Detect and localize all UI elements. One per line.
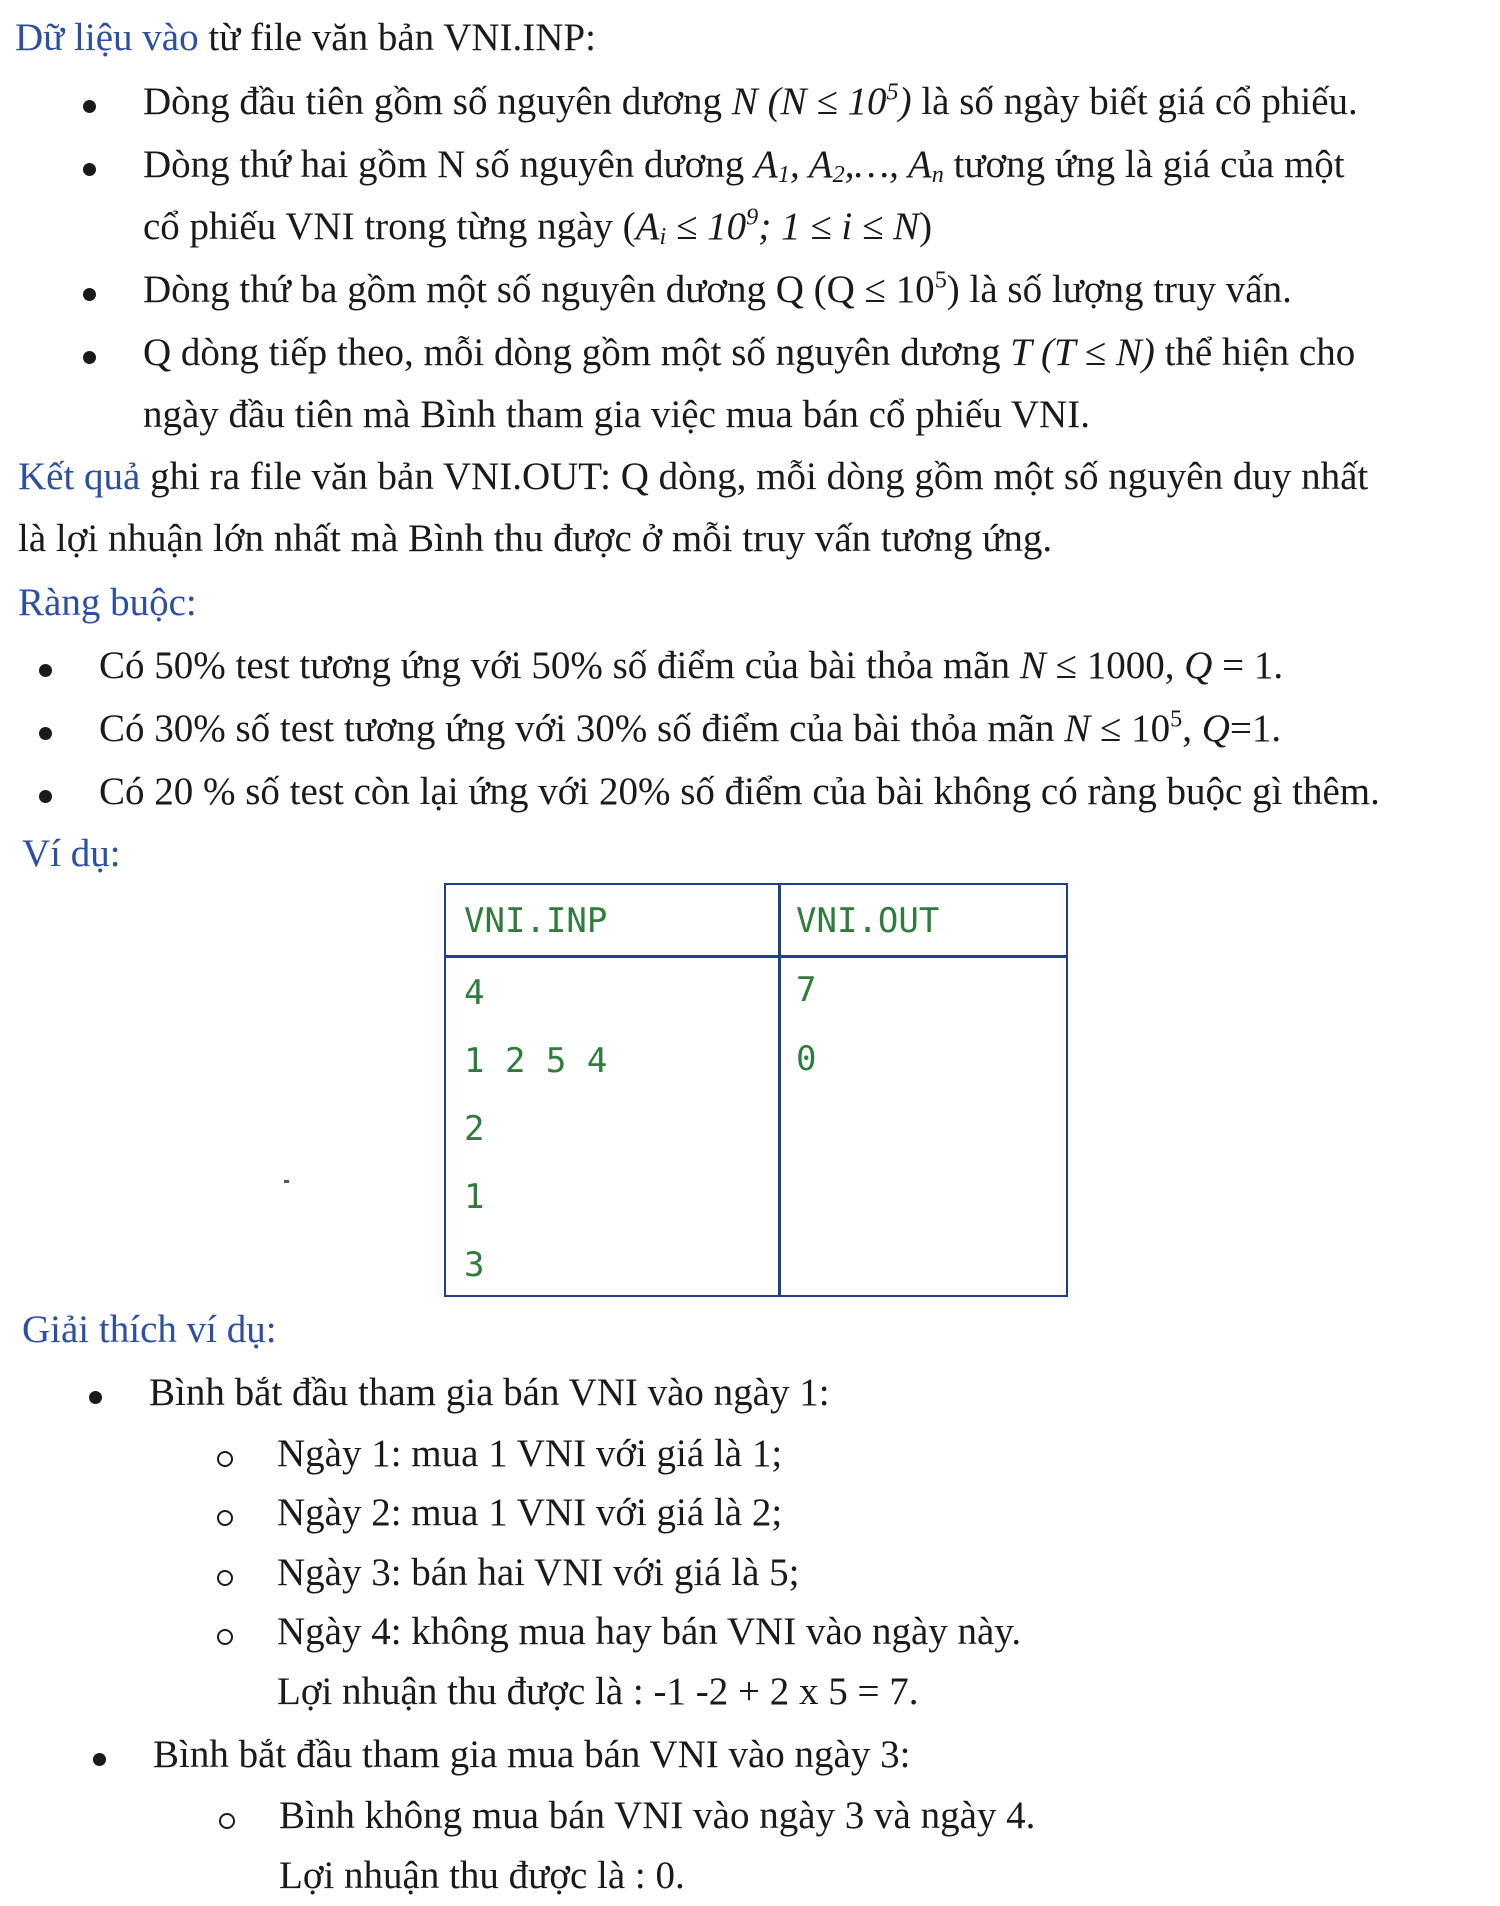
- circle-bullet: [217, 1629, 233, 1645]
- math-exponent: 5: [934, 266, 947, 294]
- input-bullet-4: [143, 329, 1355, 377]
- text: Q dòng tiếp theo, mỗi dòng gồm một số nguyên dương: [143, 331, 1011, 374]
- math-subscript: 1: [777, 160, 790, 188]
- table-output-line: 0: [796, 1039, 817, 1079]
- math-subscript: n: [931, 160, 944, 188]
- explanation-heading: Giải thích ví dụ:: [22, 1308, 277, 1351]
- input-section-heading-line: [15, 14, 596, 62]
- table-output-line: 7: [796, 970, 817, 1010]
- example-heading: Ví dụ:: [22, 832, 121, 875]
- input-bullet-3: [143, 266, 1292, 314]
- table-column-divider: [778, 885, 781, 1295]
- text: ): [919, 205, 933, 248]
- table-input-line: 3: [464, 1245, 485, 1285]
- math-exponent: 5: [1170, 705, 1183, 733]
- bullet-dot: [89, 1391, 102, 1404]
- output-section-heading: Kết quả: [18, 455, 141, 498]
- text: ≤ 1000,: [1045, 644, 1185, 687]
- bullet-dot: [39, 664, 52, 677]
- math-var: ,…, A: [844, 143, 932, 186]
- bullet-dot: [93, 1753, 106, 1766]
- bullet-dot: [83, 100, 96, 113]
- text: ,: [1182, 707, 1202, 750]
- math-var: A: [754, 143, 778, 186]
- math-expr: ; 1 ≤ i ≤ N: [758, 205, 920, 248]
- math-expr: ): [898, 80, 912, 123]
- constraint-2: [99, 705, 1281, 753]
- circle-bullet: [217, 1570, 233, 1586]
- text: =1.: [1229, 707, 1282, 750]
- case-2-profit: Lợi nhuận thu được là : 0.: [279, 1854, 685, 1897]
- text: cổ phiếu VNI trong từng ngày (: [143, 205, 636, 248]
- input-section-heading: Dữ liệu vào: [15, 16, 199, 59]
- constraints-heading: Ràng buộc:: [18, 581, 197, 624]
- math-var: Q: [1184, 644, 1213, 687]
- circle-bullet: [217, 1451, 233, 1467]
- table-header-input: VNI.INP: [464, 901, 608, 941]
- math-subscript: i: [659, 222, 667, 250]
- case-2-step: Bình không mua bán VNI vào ngày 3 và ngày 4.: [279, 1794, 1036, 1837]
- text: ≤ 10: [1090, 707, 1171, 750]
- text: Dòng thứ hai gồm N số nguyên dương: [143, 143, 755, 186]
- text: ) là số lượng truy vấn.: [946, 268, 1292, 311]
- bullet-dot: [83, 163, 96, 176]
- text: Có 50% test tương ứng với 50% số điểm của bài thỏa mãn: [99, 644, 1020, 687]
- case-1-title: Bình bắt đầu tham gia bán VNI vào ngày 1:: [149, 1371, 830, 1414]
- math-subscript: 2: [832, 160, 845, 188]
- text: thể hiện cho: [1154, 331, 1356, 374]
- output-section-line-2: là lợi nhuận lớn nhất mà Bình thu được ở mỗi truy vấn tương ứng.: [18, 517, 1053, 560]
- bullet-dot: [83, 288, 96, 301]
- example-table: [444, 883, 1068, 1297]
- table-input-line: 2: [464, 1109, 485, 1149]
- input-bullet-1: [143, 78, 1358, 126]
- math-expr: (N ≤ 10: [757, 80, 887, 123]
- text: là số ngày biết giá cổ phiếu.: [911, 80, 1358, 123]
- text: ghi ra file văn bản VNI.OUT: Q dòng, mỗi dòng gồm một số nguyên duy nhất: [140, 455, 1369, 498]
- math-expr: T (T ≤ N): [1010, 331, 1155, 374]
- output-section-line-1: [18, 453, 1368, 501]
- table-input-line: 4: [464, 973, 485, 1013]
- text: Dòng đầu tiên gồm số nguyên dương: [143, 80, 732, 123]
- text: = 1.: [1212, 644, 1284, 687]
- case-1-step: Ngày 1: mua 1 VNI với giá là 1;: [277, 1432, 783, 1475]
- math-exponent: 9: [746, 203, 759, 231]
- case-2-title: Bình bắt đầu tham gia mua bán VNI vào ngày 3:: [153, 1733, 911, 1776]
- input-bullet-2-line-2: [143, 203, 932, 251]
- table-header-output: VNI.OUT: [796, 901, 940, 941]
- bullet-dot: [83, 351, 96, 364]
- math-var: N: [1019, 644, 1046, 687]
- math-var: N: [731, 80, 758, 123]
- math-exponent: 5: [886, 78, 899, 106]
- math-var: N: [1064, 707, 1091, 750]
- constraint-1: [99, 642, 1283, 690]
- math-var: , A: [789, 143, 833, 186]
- input-section-heading-rest: từ file văn bản VNI.INP:: [198, 16, 596, 59]
- constraint-3: Có 20 % số test còn lại ứng với 20% số điểm của bài không có ràng buộc gì thêm.: [99, 770, 1380, 813]
- math-var: A: [635, 205, 660, 248]
- case-1-profit: Lợi nhuận thu được là : -1 -2 + 2 x 5 = 7.: [277, 1670, 919, 1713]
- circle-bullet: [219, 1813, 235, 1829]
- stray-mark: [284, 1180, 289, 1183]
- table-input-line: 1 2 5 4: [464, 1041, 608, 1081]
- table-header-divider: [446, 955, 1066, 958]
- table-input-line: 1: [464, 1177, 485, 1217]
- text: tương ứng là giá của một: [943, 143, 1345, 186]
- case-1-step: Ngày 2: mua 1 VNI với giá là 2;: [277, 1491, 783, 1534]
- bullet-dot: [39, 727, 52, 740]
- case-1-step: Ngày 4: không mua hay bán VNI vào ngày này.: [277, 1610, 1022, 1653]
- text: Có 30% số test tương ứng với 30% số điểm của bài thỏa mãn: [99, 707, 1065, 750]
- bullet-dot: [39, 790, 52, 803]
- case-1-step: Ngày 3: bán hai VNI với giá là 5;: [277, 1551, 800, 1594]
- math-var: Q: [1201, 707, 1230, 750]
- input-bullet-2: [143, 141, 1345, 189]
- circle-bullet: [217, 1510, 233, 1526]
- text: Dòng thứ ba gồm một số nguyên dương Q (Q ≤ 10: [143, 268, 935, 311]
- math-expr: ≤ 10: [666, 205, 747, 248]
- input-bullet-4-line-2: ngày đầu tiên mà Bình tham gia việc mua bán cổ phiếu VNI.: [143, 393, 1090, 436]
